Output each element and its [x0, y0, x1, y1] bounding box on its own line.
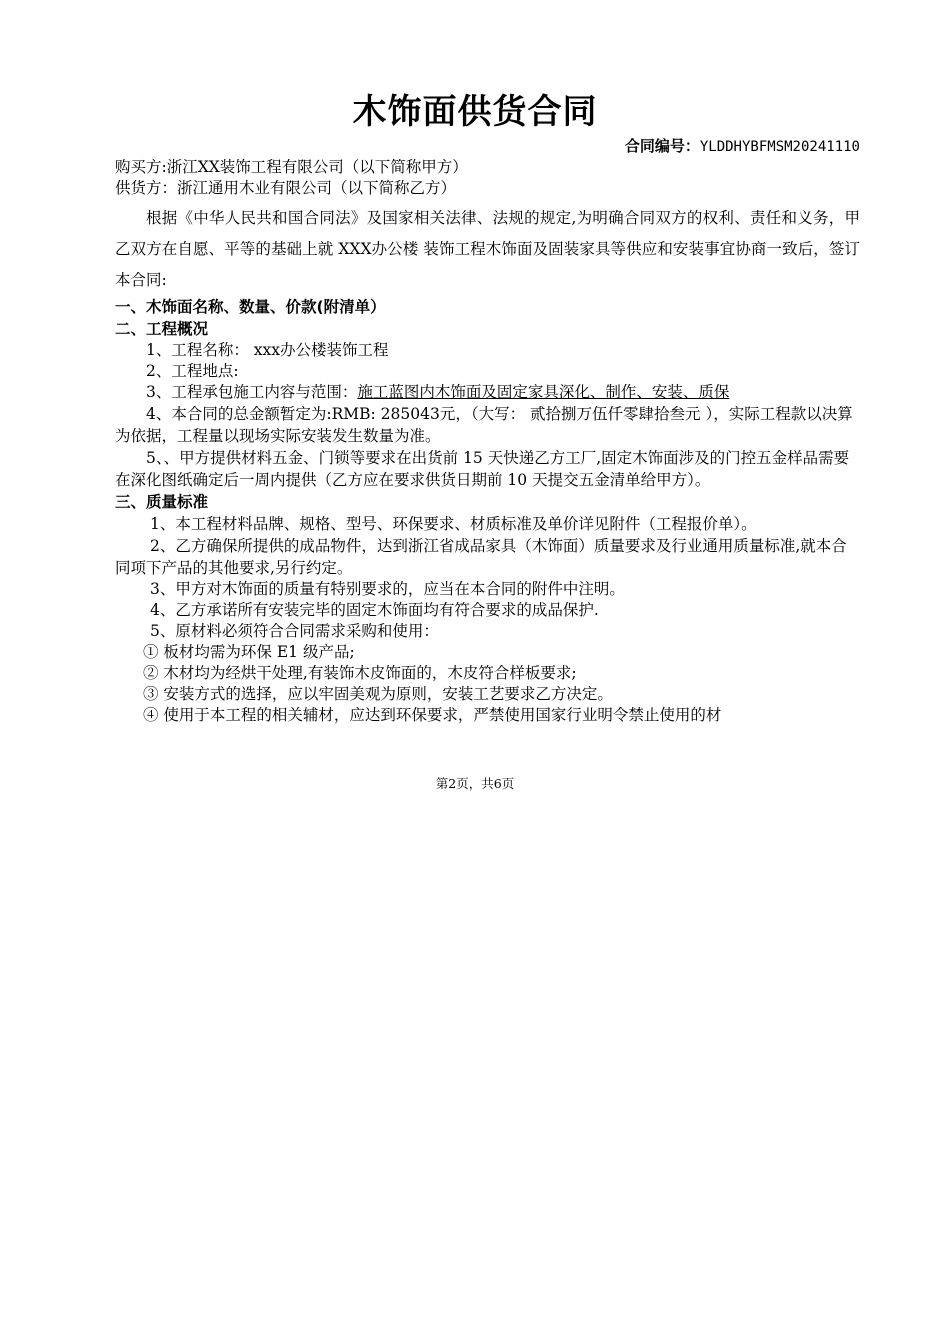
s2-item1: 1、工程名称： xxx办公楼装饰工程 — [146, 341, 389, 359]
s3-item1: 1、本工程材料品牌、规格、型号、环保要求、材质标准及单价详见附件（工程报价单）。 — [150, 515, 757, 533]
s2-item5: 5、、甲方提供材料五金、门锁等要求在出货前 15 天快递乙方工厂,固定木饰面涉及的门控五金样品需要在深化图纸确定后一周内提供（乙方应在要求供货日期前 10 天提交五金清单给甲方）。 — [115, 449, 850, 489]
contract-number — [625, 135, 860, 158]
s3-item2: 2、乙方确保所提供的成品物件，达到浙江省成品家具（木饰面）质量要求及行业通用质量标准,就本合同项下产品的其他要求,另行约定。 — [115, 537, 847, 577]
s3-sub1: ① 板材均需为环保 E1 级产品; — [143, 643, 355, 661]
supplier-line: 供货方：浙江通用木业有限公司（以下简称乙方） — [115, 179, 457, 197]
buyer-line: 购买方:浙江XX装饰工程有限公司（以下简称甲方） — [115, 158, 468, 176]
s2-item4: 4、本合同的总金额暂定为:RMB: 285043元，（大写： 贰拾捌万伍仟零肆拾叁元 ），实际工程款以决算为依据，工程量以现场实际安装发生数量为准。 — [115, 405, 853, 445]
document-title: 木饰面供货合同 — [352, 92, 598, 132]
s3-sub3: ③ 安装方式的选择，应以牢固美观为原则，安装工艺要求乙方决定。 — [143, 685, 613, 703]
s3-item3: 3、甲方对木饰面的质量有特别要求的，应当在本合同的附件中注明。 — [150, 580, 625, 598]
contract-number-label: 合同编号： — [624, 137, 700, 155]
document-body — [115, 157, 860, 726]
s3-item5: 5、原材料必须符合合同需求采购和使用： — [150, 622, 439, 640]
section1-heading: 一、木饰面名称、数量、价款(附清单） — [115, 298, 386, 316]
s2-item2: 2、工程地点: — [146, 362, 239, 380]
s3-sub4: ④ 使用于本工程的相关辅材，应达到环保要求，严禁使用国家行业明令禁止使用的材 — [143, 706, 722, 724]
s2-item3 — [115, 382, 860, 403]
intro-paragraph: 根据《中华人民共和国合同法》及国家相关法律、法规的规定,为明确合同双方的权利、责任和义务，甲乙双方在自愿、平等的基础上就 XXX办公楼 装饰工程木饰面及固装家具等供应和安装事宜协商一致后，签订本合同: — [115, 209, 860, 289]
s2-item3-scope: 施工蓝图内木饰面及固定家具深化、制作、安装、质保 — [357, 383, 730, 401]
section3-heading: 三、质量标准 — [115, 493, 209, 511]
s3-sub2: ② 木材均为经烘干处理,有装饰木皮饰面的，木皮符合样板要求; — [143, 664, 577, 682]
section2-heading: 二、工程概况 — [115, 320, 209, 338]
contract-number-value: YLDDHYBFMSM20241110 — [699, 139, 860, 155]
s3-item4: 4、乙方承诺所有安装完毕的固定木饰面均有符合要求的成品保护. — [150, 601, 599, 619]
s2-item3-prefix: 3、工程承包施工内容与范围： — [146, 383, 358, 401]
page-footer: 第2页，共6页 — [435, 776, 515, 791]
